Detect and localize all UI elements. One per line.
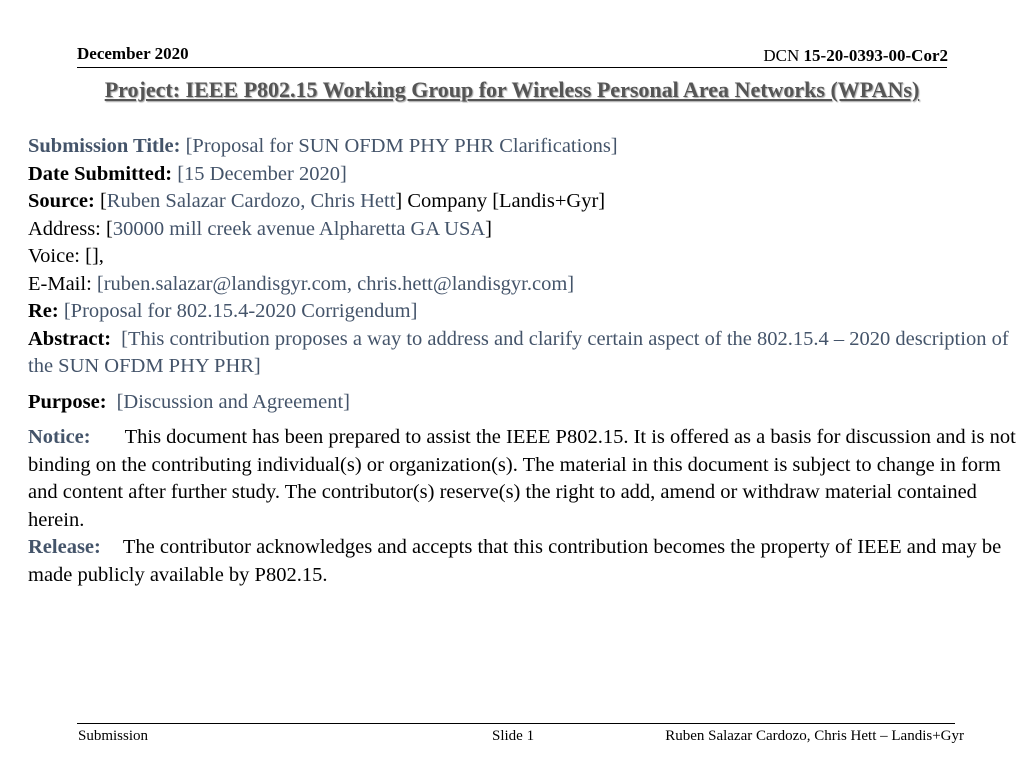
abstract-label: Abstract: [28, 327, 112, 350]
release-value: The contributor acknowledges and accepts that this contribution becomes the property of IEEE and may be made publicly available by P802.15. [28, 536, 1002, 586]
voice-line: Voice: [], [28, 245, 104, 267]
source-value: Ruben Salazar Cardozo, Chris Hett [106, 190, 396, 212]
notice-line [28, 424, 1018, 534]
abstract-value: [This contribution proposes a way to address and clarify certain aspect of the 802.15.4 – 2020 description of the SUN OFDM PHY PHR] [28, 327, 1009, 377]
release-label: Release: [28, 536, 101, 558]
re-line [28, 298, 1018, 326]
date-label: Date Submitted: [28, 162, 173, 185]
source-label: Source: [28, 190, 95, 212]
email-label: E-Mail: [28, 272, 92, 295]
email-value: [ruben.salazar@landisgyr.com, chris.hett@landisgyr.com] [96, 272, 575, 295]
date-value: [15 December 2020] [177, 162, 347, 185]
footer-submission: Submission [78, 728, 149, 744]
header-dcn [763, 46, 948, 66]
document-body [28, 133, 1018, 589]
header-date: December 2020 [77, 44, 189, 63]
submission-title-line [28, 133, 1018, 161]
submission-title-value: [Proposal for SUN OFDM PHY PHR Clarifications] [185, 135, 618, 157]
address-label: Address: [ [28, 217, 113, 240]
purpose-value: [Discussion and Agreement] [116, 390, 350, 413]
project-title: Project: IEEE P802.15 Working Group for Wireless Personal Area Networks (WPANs) [104, 77, 920, 102]
footer-slide-number: Slide 1 [492, 728, 535, 744]
footer-authors: Ruben Salazar Cardozo, Chris Hett – Landis+Gyr [665, 728, 964, 744]
purpose-label: Purpose: [28, 390, 107, 413]
email-line [28, 271, 1018, 299]
release-line [28, 534, 1018, 589]
source-line [28, 188, 1018, 216]
header-rule [77, 67, 947, 68]
purpose-line [28, 389, 1018, 417]
abstract-line [28, 326, 1018, 381]
dcn-prefix: DCN [763, 46, 800, 65]
submission-title-label: Submission Title: [28, 135, 181, 157]
source-open: [ [99, 190, 107, 212]
source-close: ] [395, 190, 403, 212]
address-line [28, 216, 1018, 244]
re-value: [Proposal for 802.15.4-2020 Corrigendum] [63, 300, 418, 322]
dcn-number: 15-20-0393-00-Cor2 [803, 46, 948, 65]
notice-value: This document has been prepared to assist the IEEE P802.15. It is offered as a basis for discussion and is not binding on the contributing individual(s) or organization(s). The material in this document is subject to change in form and content after further study. The contributor(s) reserve(s) the right to add, amend or withdraw material contained herein. [28, 426, 1016, 531]
company-text: Company [Landis+Gyr] [407, 190, 606, 212]
footer-rule [77, 723, 955, 724]
notice-label: Notice: [28, 426, 91, 448]
date-submitted-line [28, 161, 1018, 189]
address-close: ] [485, 217, 492, 240]
re-label: Re: [28, 300, 59, 322]
address-value: 30000 mill creek avenue Alpharetta GA USA [112, 217, 486, 240]
